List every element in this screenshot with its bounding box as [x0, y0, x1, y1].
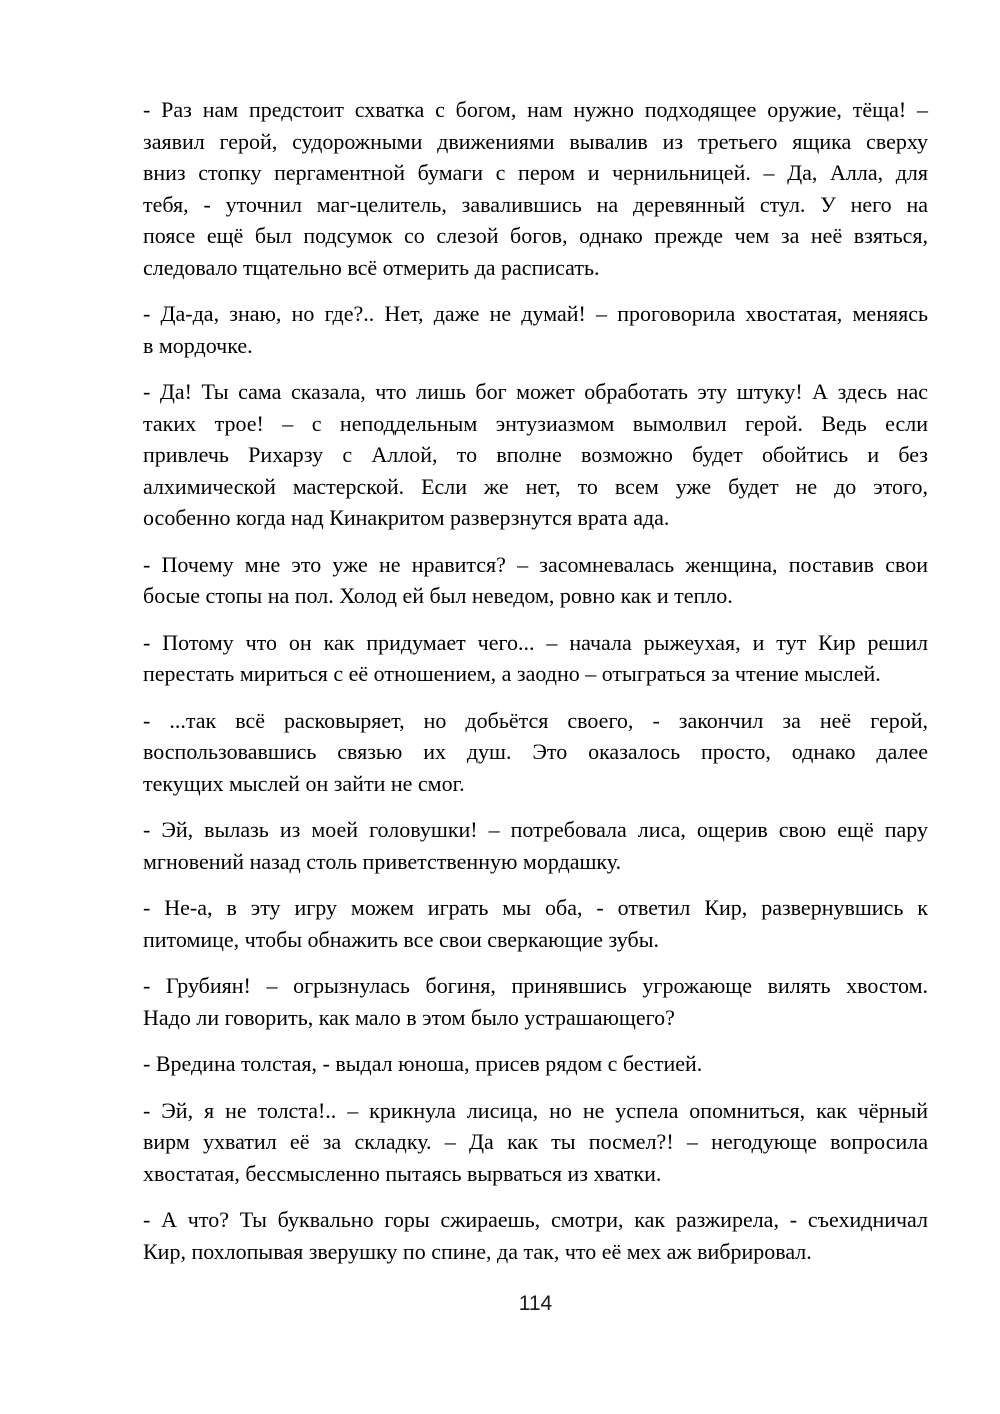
text-line: - Эй, вылазь из моей головушки! – потребовала лиса, ощерив свою ещё пару — [143, 817, 928, 842]
text-line: - ...так всё расковыряет, но добьётся своего, - закончил за неё герой, — [143, 707, 928, 733]
paragraph — [143, 627, 928, 690]
paragraph — [143, 376, 928, 534]
paragraph — [143, 814, 928, 877]
text-line: в мордочке. — [143, 332, 253, 358]
paragraph — [143, 705, 928, 800]
paragraph — [143, 1048, 928, 1080]
paragraph — [143, 1204, 928, 1267]
text-line: - Грубиян! – огрызнулась богиня, принявшись угрожающе вилять хвостом. — [143, 973, 928, 998]
text-line: - Эй, я не толста!.. – крикнула лисица, но не успела опомниться, как чёрный — [143, 1097, 928, 1123]
paragraph — [143, 1095, 928, 1190]
text-line: Кир, похлопывая зверушку по спине, да так, что её мех аж вибрировал. — [143, 1238, 812, 1264]
text-line: Надо ли говорить, как мало в этом было устрашающего? — [143, 1004, 675, 1030]
text-line: питомице, чтобы обнажить все свои сверкающие зубы. — [143, 926, 659, 952]
text-line: - Да-да, знаю, но где?.. Нет, даже не думай! – проговорила хвостатая, меняясь — [143, 301, 928, 326]
paragraph — [143, 970, 928, 1033]
text-line: текущих мыслей он зайти не смог. — [143, 770, 465, 796]
text-line: - Почему мне это уже не нравится? – засомневалась женщина, поставив свои — [143, 551, 928, 577]
page-number: 114 — [518, 1292, 553, 1315]
text-line: - Раз нам предстоит схватка с богом, нам нужно подходящее оружие, тёща! – — [143, 97, 928, 122]
text-line: - А что? Ты буквально горы сжираешь, смотри, как разжирела, - съехидничал — [143, 1207, 928, 1232]
paragraph — [143, 892, 928, 955]
text-line: - Потому что он как придумает чего... – начала рыжеухая, и тут Кир решил — [143, 629, 928, 655]
text-line: особенно когда над Кинакритом разверзнутся врата ада. — [143, 505, 670, 530]
page-footer — [0, 1293, 1000, 1314]
text-line: вниз стопку пергаментной бумаги с пером и чернильницей. – Да, Алла, для — [143, 160, 928, 185]
text-line: заявил герой, судорожными движениями вывалив из третьего ящика сверху — [143, 128, 928, 154]
text-line: воспользовавшись связью их душ. Это оказалось просто, однако далее — [143, 739, 928, 764]
text-line: перестать мириться с её отношением, а заодно – отыграться за чтение мыслей. — [143, 661, 881, 686]
text-line: хвостатая, бессмысленно пытаясь вырваться из хватки. — [143, 1160, 662, 1186]
text-line: поясе ещё был подсумок со слезой богов, однако прежде чем за неё взяться, — [143, 223, 928, 248]
text-line: - Да! Ты сама сказала, что лишь бог может обработать эту штуку! А здесь нас — [143, 379, 928, 404]
paragraph — [143, 549, 928, 612]
text-line: - Вредина толстая, - выдал юноша, присев рядом с бестией. — [143, 1051, 703, 1076]
text-line: следовало тщательно всё отмерить да расписать. — [143, 254, 600, 280]
text-line: таких трое! – с неподдельным энтузиазмом вымолвил герой. Ведь если — [143, 410, 928, 436]
text-line: босые стопы на пол. Холод ей был неведом, ровно как и тепло. — [143, 583, 733, 608]
text-line: - Не-а, в эту игру можем играть мы оба, - ответил Кир, развернувшись к — [143, 895, 928, 920]
text-line: вирм ухватил её за складку. – Да как ты посмел?! – негодующе вопросила — [143, 1129, 928, 1154]
text-line: тебя, - уточнил маг-целитель, завалившись на деревянный стул. У него на — [143, 191, 928, 217]
text-line: алхимической мастерской. Если же нет, то всем уже будет не до этого, — [143, 473, 928, 499]
text-line: мгновений назад столь приветственную мордашку. — [143, 848, 622, 874]
text-line: привлечь Рихарзу с Аллой, то вполне возможно будет обойтись и без — [143, 442, 928, 467]
paragraph — [143, 298, 928, 361]
paragraph — [143, 94, 928, 283]
